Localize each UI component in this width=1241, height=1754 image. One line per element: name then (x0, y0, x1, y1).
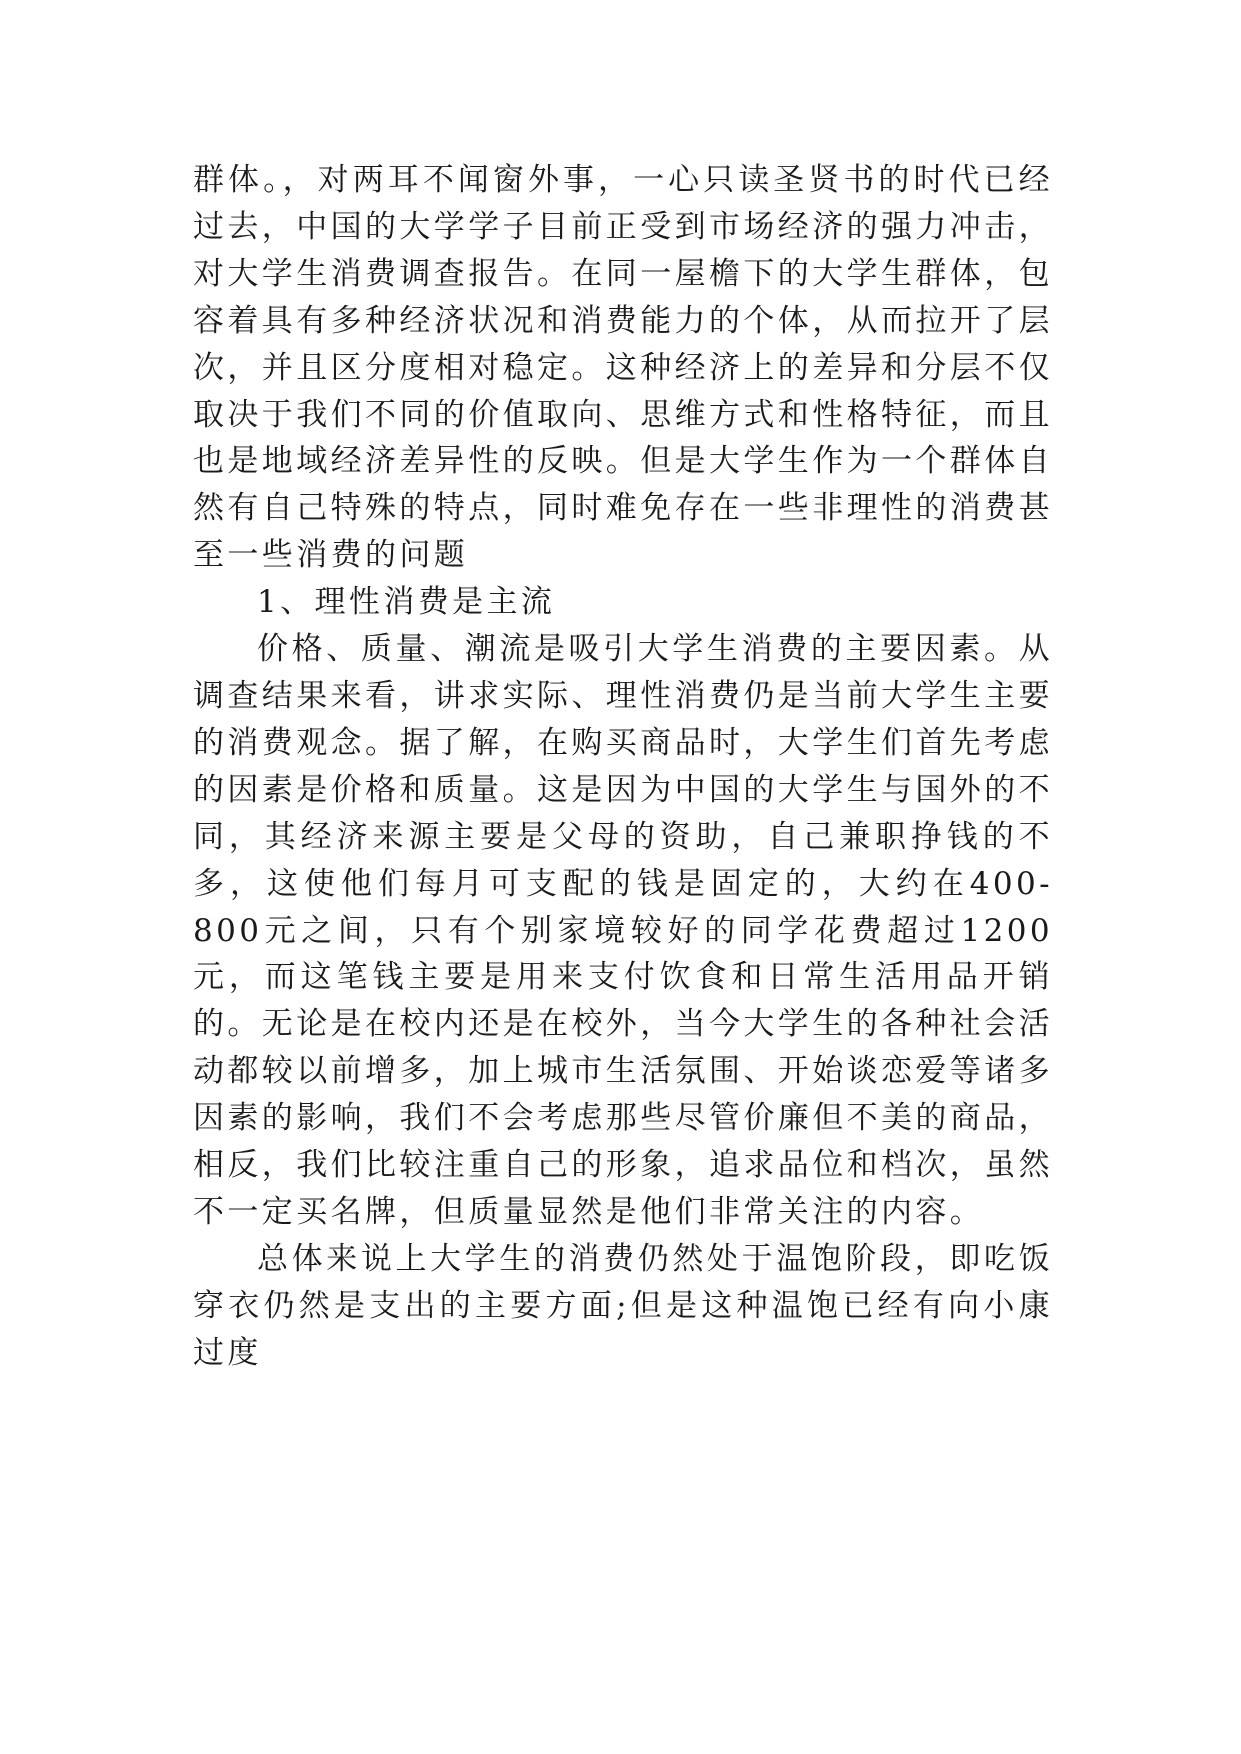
document-body (193, 157, 1053, 1377)
paragraph-overall-summary: 总体来说上大学生的消费仍然处于温饱阶段，即吃饭穿衣仍然是支出的主要方面;但是这种温饱已经有向小康过度 (193, 1240, 1053, 1371)
paragraph-rational-consumption: 价格、质量、潮流是吸引大学生消费的主要因素。从调查结果来看，讲求实际、理性消费仍是当前大学生主要的消费观念。据了解，在购买商品时，大学生们首先考虑的因素是价格和质量。这是因为中国的大学生与国外的不同，其经济来源主要是父母的资助，自己兼职挣钱的不多，这使他们每月可支配的钱是固定的，大约在400-800元之间，只有个别家境较好的同学花费超过1200元，而这笔钱主要是用来支付饮食和日常生活用品开销的。无论是在校内还是在校外，当今大学生的各种社会活动都较以前增多，加上城市生活氛围、开始谈恋爱等诸多因素的影响，我们不会考虑那些尽管价廉但不美的商品，相反，我们比较注重自己的形象，追求品位和档次，虽然不一定买名牌，但质量显然是他们非常关注的内容。 (193, 631, 1053, 1230)
paragraph-continuation: 群体。，对两耳不闻窗外事，一心只读圣贤书的时代已经过去，中国的大学学子目前正受到市场经济的强力冲击，对大学生消费调查报告。在同一屋檐下的大学生群体，包容着具有多种经济状况和消费能力的个体，从而拉开了层次，并且区分度相对稳定。这种经济上的差异和分层不仅取决于我们不同的价值取向、思维方式和性格特征，而且也是地域经济差异性的反映。但是大学生作为一个群体自然有自己特殊的特点，同时难免存在一些非理性的消费甚至一些消费的问题 (193, 162, 1053, 574)
section-heading: 1、理性消费是主流 (257, 584, 556, 621)
